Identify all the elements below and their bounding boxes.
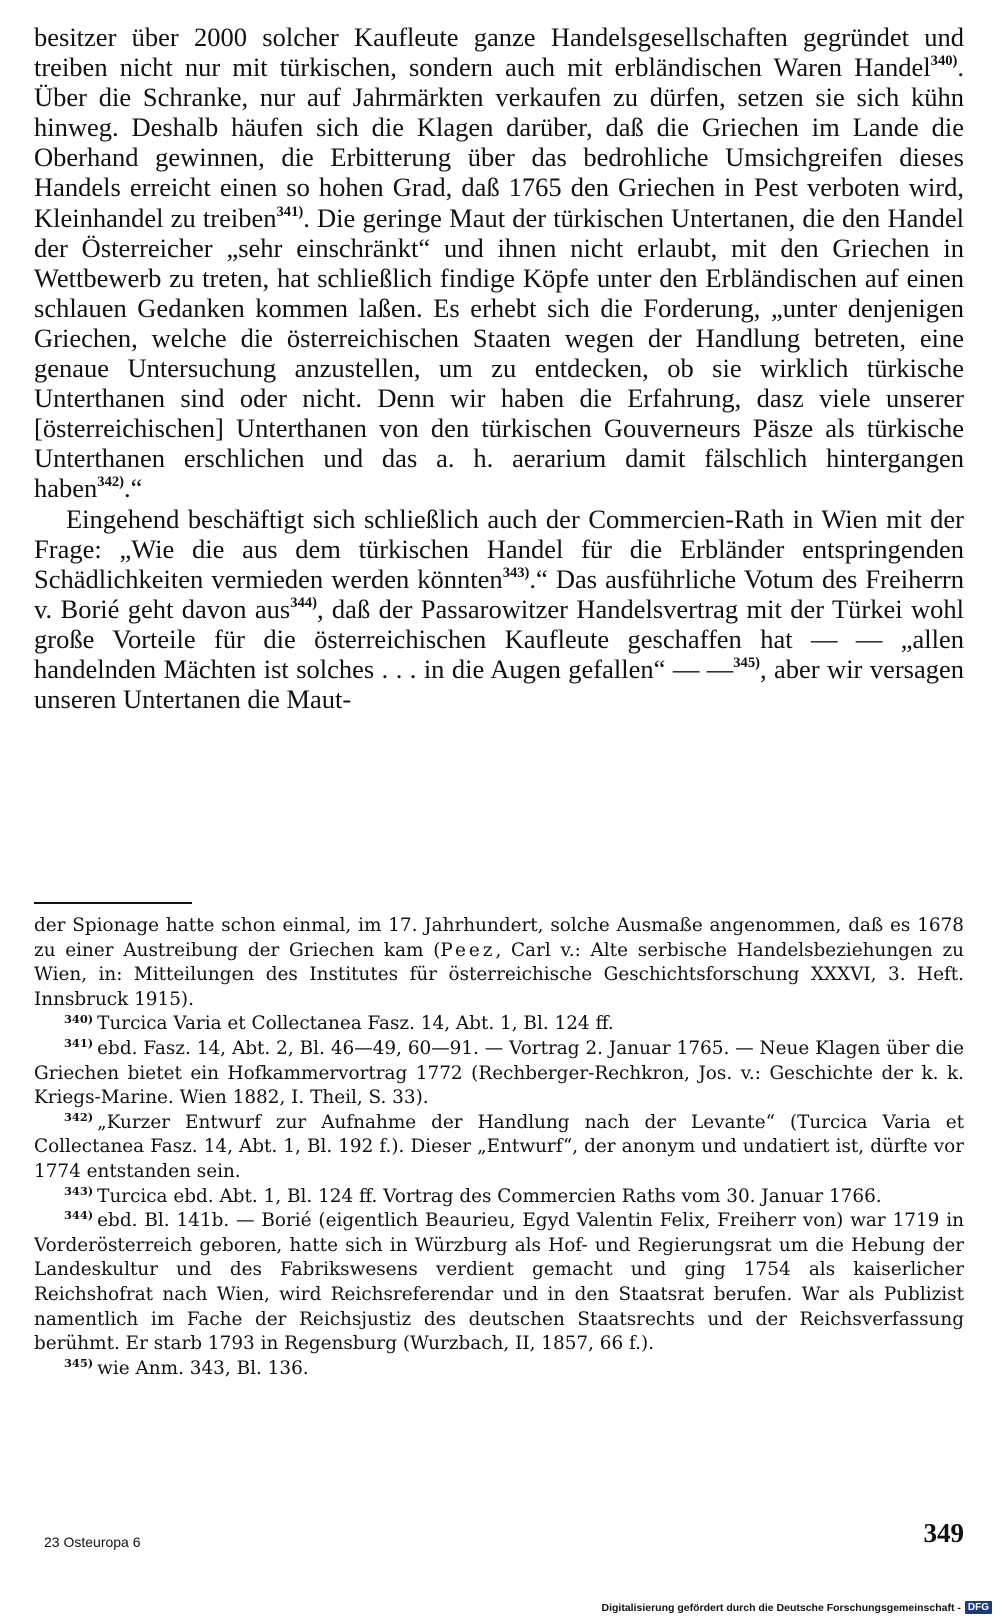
digitization-credit: [602, 1601, 993, 1614]
footnote-number: 340): [64, 1011, 94, 1026]
credit-text: Digitalisierung gefördert durch die Deutsche Forschungsgemeinschaft -: [601, 1601, 961, 1614]
footnote-342: $^{342)}$ „Kurzer Entwurf zur Aufnahme der Handlung nach der Levante“ (Turcica Varia et Collectanea Fasz. 14, Abt. 1, Bl. 192 f.). Dieser „Entwurf“, der anonym und undatiert ist, dürfte vor 1774 entstanden sein.: [34, 1109, 964, 1182]
footnote-340: $^{340)}$ Turcica Varia et Collectanea Fasz. 14, Abt. 1, Bl. 124 ff.: [64, 1011, 614, 1035]
footnote-ref-340[interactable]: 340): [930, 53, 958, 70]
footnotes: [34, 914, 964, 1381]
footnote-344: $^{344)}$ ebd. Bl. 141b. — Borié (eigentlich Beaurieu, Egyd Valentin Felix, Freiherr von) war 1719 in Vorderösterreich geboren, hatte sich in Würzburg als Hof- und Regierungsrat um die Hebung der Landeskultur und des Fabrikswesens verdient gemacht und ging 1754 als kaiserlicher Reichshofrat nach Wien, wird Reichsreferendar und in den Staatsrat berufen. War als Publizist namentlich im Fache der Reichsjustiz des deutschen Staatsrechts und der Reichsverfassung berühmt. Er starb 1793 in Regensburg (Wurzbach, II, 1857, 66 f.).: [34, 1208, 964, 1355]
footnote-number: 343): [64, 1183, 94, 1198]
footnote-number: 345): [64, 1355, 94, 1370]
paragraph-2: Eingehend beschäftigt sich schließlich auch der Commercien-Rath in Wien mit der Frage: „Wie die aus dem türkischen Handel für die Erbländer entspringenden Schädlichkeiten vermieden werden könnten$^{343)}$.“ Das ausführliche Votum des Freiherrn v. Borié geht davon aus$^{344)}$, daß der Passarowitzer Handelsvertrag mit der Türkei wohl große Vorteile für die österreichischen Kaufleute geschaffen hat — — „allen handelnden Mächten ist solches . . . in die Augen gefallen“ — —$^{345)}$, aber wir versagen unseren Untertanen die Maut-: [34, 503, 964, 715]
footnote-number: 341): [64, 1036, 94, 1051]
footnote-ref-343[interactable]: 343): [502, 564, 530, 581]
footnote-ref-345[interactable]: 345): [733, 655, 760, 672]
footnote-ref-344[interactable]: 344): [290, 594, 317, 611]
main-text: [34, 22, 964, 714]
footnote-345: $^{345)}$ wie Anm. 343, Bl. 136.: [64, 1355, 309, 1379]
author-name: Peez: [440, 939, 496, 961]
footnote-343: $^{343)}$ Turcica ebd. Abt. 1, Bl. 124 ff. Vortrag des Commercien Raths vom 30. Januar 1766.: [64, 1183, 882, 1207]
footnote-ref-342[interactable]: 342): [97, 474, 124, 491]
footnote-ref-341[interactable]: 341): [276, 203, 304, 220]
dfg-logo-icon: DFG: [965, 1601, 992, 1614]
printer-signature: 23 Osteuropa 6: [44, 1534, 141, 1550]
page-number: 349: [923, 1518, 964, 1548]
footnote-341: $^{341)}$ ebd. Fasz. 14, Abt. 2, Bl. 46—49, 60—91. — Vortrag 2. Januar 1765. — Neue Klagen über die Griechen bietet ein Hofkammervortrag 1772 (Rechberger-Rechkron, Jos. v.: Geschichte der k. k. Kriegs-Marine. Wien 1882, I. Theil, S. 33).: [34, 1036, 964, 1109]
paragraph-1: besitzer über 2000 solcher Kaufleute ganze Handelsgesellschaften gegründet und treiben nicht nur mit türkischen, sondern auch mit erbländischen Waren Handel$^{340)}$. Über die Schranke, nur auf Jahrmärkten verkaufen zu dürfen, setzen sie sich kühn hinweg. Deshalb häufen sich die Klagen darüber, daß die Griechen im Lande die Oberhand gewinnen, die Erbitterung über das bedrohliche Umsichgreifen dieses Handels erreicht einen so hohen Grad, daß 1765 den Griechen in Pest verboten wird, Kleinhandel zu treiben$^{341)}$. Die geringe Maut der türkischen Untertanen, die den Handel der Österreicher „sehr einschränkt“ und ihnen nicht erlaubt, mit den Griechen in Wettbewerb zu treten, hat schließlich findige Köpfe unter den Erbländischen auf einen schlauen Gedanken kommen laßen. Es erhebt sich die Forderung, „unter denjenigen Griechen, welche die österreichischen Staaten wegen der Handlung betreten, eine genaue Untersuchung anzustellen, um zu entdecken, ob sie wirklich türkische Unterthanen sind oder nicht. Denn wir haben die Erfahrung, dasz viele unserer [österreichischen] Unterthanen von den türkischen Gouverneurs Päsze als türkische Unterthanen erschlichen und das a. h. aerarium damit fälschlich hintergangen haben$^{342)}$.“: [34, 22, 964, 504]
footnote-continuation: der Spionage hatte schon einmal, im 17. Jahrhundert, solche Ausmaße angenommen, daß es 1678 zu einer Austreibung der Griechen kam (Peez, Carl v.: Alte serbische Handelsbeziehungen zu Wien, in: Mitteilungen des Institutes für österreichische Geschichtsforschung XXXVI, 3. Heft. Innsbruck 1915).: [34, 915, 964, 1010]
footnote-number: 342): [64, 1109, 94, 1124]
footnote-number: 344): [64, 1208, 94, 1223]
footnote-divider: [34, 902, 192, 904]
